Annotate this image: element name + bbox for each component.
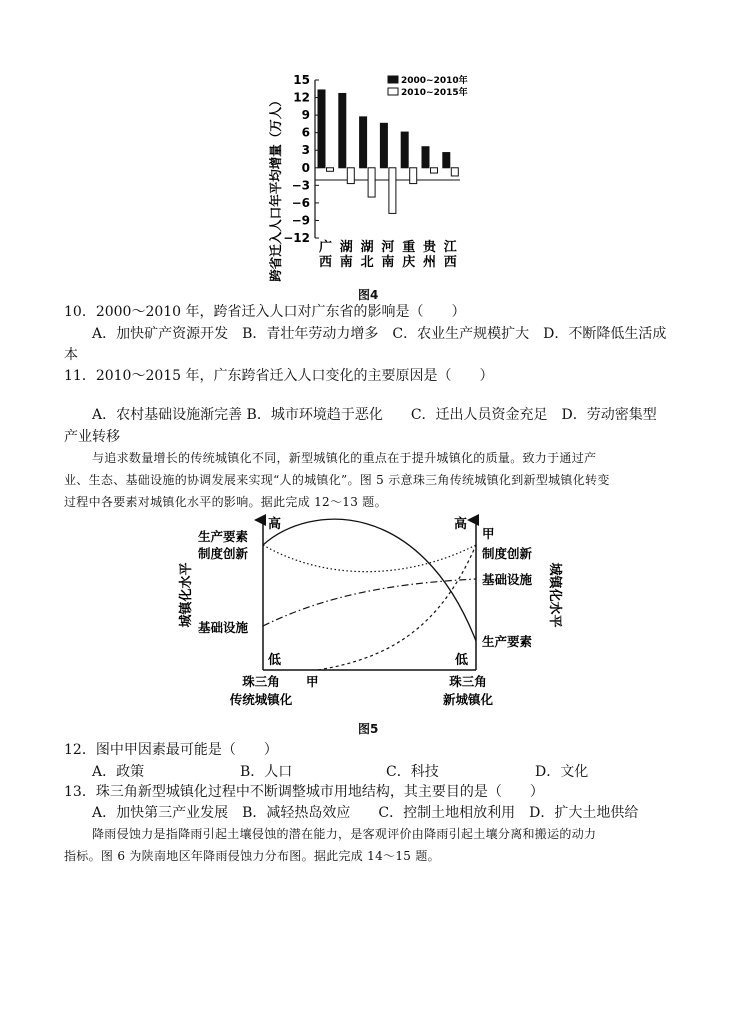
q10-stem: 10．2000～2010 年，跨省迁入人口对广东省的影响是（ ） [64,304,466,320]
figure4-category-label: 河 [381,240,395,255]
figure4-category-label: 湖 [360,240,374,255]
bar-2010-2015 [410,168,417,184]
figure5-right-label-production: 生产要素 [482,634,533,649]
passage2-line1: 降雨侵蚀力是指降雨引起土壤侵蚀的潜在能力，是客观评价由降雨引起土壤分离和搬运的动力 [92,827,597,841]
q11-options-cont: 产业转移 [64,429,120,445]
figure4-category-label: 南 [381,255,395,270]
bar-2000-2010 [339,93,346,167]
q10-options: A．加快矿产资源开发 B．青壮年劳动力增多 C．农业生产规模扩大 D．不断降低生活成 [92,326,667,342]
figure4-category-label: 重 [402,240,416,255]
figure4-category-label: 西 [318,255,333,270]
bar-2010-2015 [431,168,438,173]
figure4-category-label: 北 [360,255,374,270]
curve-production-factors [263,519,476,641]
figure4-category-label: 南 [339,255,353,270]
figure5-low-left: 低 [268,653,282,668]
figure5-right-label-jia: 甲 [482,526,495,541]
passage1-line3: 过程中各要素对城镇化水平的影响。据此完成 12～13 题。 [64,495,387,509]
figure5-left-axis-label: 城镇化水平 [179,562,194,628]
legend-swatch-2010-2015 [388,88,398,95]
legend-swatch-2000-2010 [388,76,398,83]
passage1-line2: 业、生态、基础设施的协调发展来实现“人的城镇化”。图 5 示意珠三角传统城镇化到新型城镇化转变 [64,473,610,487]
figure5-left-label-infrastructure: 基础设施 [198,620,249,635]
passage1-line1: 与追求数量增长的传统城镇化不同，新型城镇化的重点在于提升城镇化的质量。致力于通过产 [92,451,597,465]
figure4-caption: 图4 [358,288,379,302]
legend-label-2010-2015: 2010~2015年 [401,88,468,98]
figure4-category-label: 庆 [402,255,416,270]
figure5-bottom-right-2: 新城镇化 [442,692,494,707]
figure5-high-left: 高 [268,517,282,532]
figure5-diagram [170,508,570,716]
figure5-bottom-left-1: 珠三角 [242,674,280,689]
figure5-bottom-right-1: 珠三角 [449,674,487,689]
bar-2010-2015 [451,168,458,176]
bar-2000-2010 [443,153,450,168]
curve-institutional-innovation [263,545,476,572]
passage2-line2: 指标。图 6 为陕南地区年降雨侵蚀力分布图。据此完成 14～15 题。 [64,849,440,863]
figure4-tick-label: −3 [291,178,310,193]
figure4-tick-label: 0 [301,160,310,175]
figure4-category-label: 西 [443,255,457,270]
q10-options-cont: 本 [64,347,78,363]
figure4-legend [388,74,468,98]
figure4-tick-label: 12 [293,90,310,105]
figure5-left-label-production: 生产要素 [198,529,249,544]
q12-option-d: D．文化 [535,764,589,780]
figure5-right-label-innovation: 制度创新 [482,546,533,561]
figure5-high-right: 高 [454,517,468,532]
figure5-left-label-innovation: 制度创新 [198,546,249,561]
bar-2010-2015 [327,168,334,172]
figure4-category-label: 湖 [339,240,353,255]
figure4-tick-label: 6 [301,125,310,140]
figure4-tick-label: 9 [301,108,310,123]
figure4-ylabel: 跨省迁入人口年平均增量（万人） [268,94,283,282]
q12-option-c: C．科技 [386,764,439,780]
q12-option-b: B．人口 [240,764,293,780]
figure5-bottom-jia: 甲 [306,674,319,689]
figure5-right-axis-label: 城镇化水平 [547,562,562,628]
q12-stem: 12．图中甲因素最可能是（ ） [64,742,278,758]
q11-stem: 11．2010～2015 年，广东跨省迁入人口变化的主要原因是（ ） [64,368,494,384]
figure4-tick-label: −6 [291,195,310,210]
bar-2000-2010 [318,90,325,168]
bar-2010-2015 [368,168,375,197]
bar-2000-2010 [380,123,387,167]
figure4-tick-label: −9 [291,213,310,228]
q12-option-a: A．政策 [92,764,145,780]
legend-label-2000-2010: 2000~2010年 [401,76,468,86]
curve-jia [318,545,476,670]
curve-infrastructure [263,579,476,626]
figure4-tick-label: 3 [301,143,310,158]
figure5-bottom-left-2: 传统城镇化 [229,692,293,707]
q11-options: A．农村基础设施渐完善 B．城市环境趋于恶化 C．迁出人员资金充足 D．劳动密集型 [92,407,657,423]
figure4-tick-label: −12 [283,231,310,245]
figure4-category-label: 贵 [422,240,437,255]
figure4-category-label: 江 [443,240,457,255]
bar-2000-2010 [401,132,408,168]
bar-2000-2010 [422,147,429,168]
figure5-low-right: 低 [455,653,469,668]
bar-2010-2015 [389,168,396,214]
figure5-right-label-infrastructure: 基础设施 [482,572,533,587]
q13-stem: 13．珠三角新型城镇化过程中不断调整城市用地结构，其主要目的是（ ） [64,784,544,800]
figure4-tick-label: 15 [293,73,310,87]
figure4-category-label: 州 [422,255,437,270]
figure5-caption: 图5 [358,722,379,736]
figure4-chart [260,70,480,282]
bar-2010-2015 [347,168,354,184]
q13-options: A．加快第三产业发展 B．减轻热岛效应 C．控制土地相放利用 D．扩大土地供给 [92,805,639,821]
bar-2000-2010 [360,117,367,168]
figure4-category-label: 广 [318,240,333,255]
